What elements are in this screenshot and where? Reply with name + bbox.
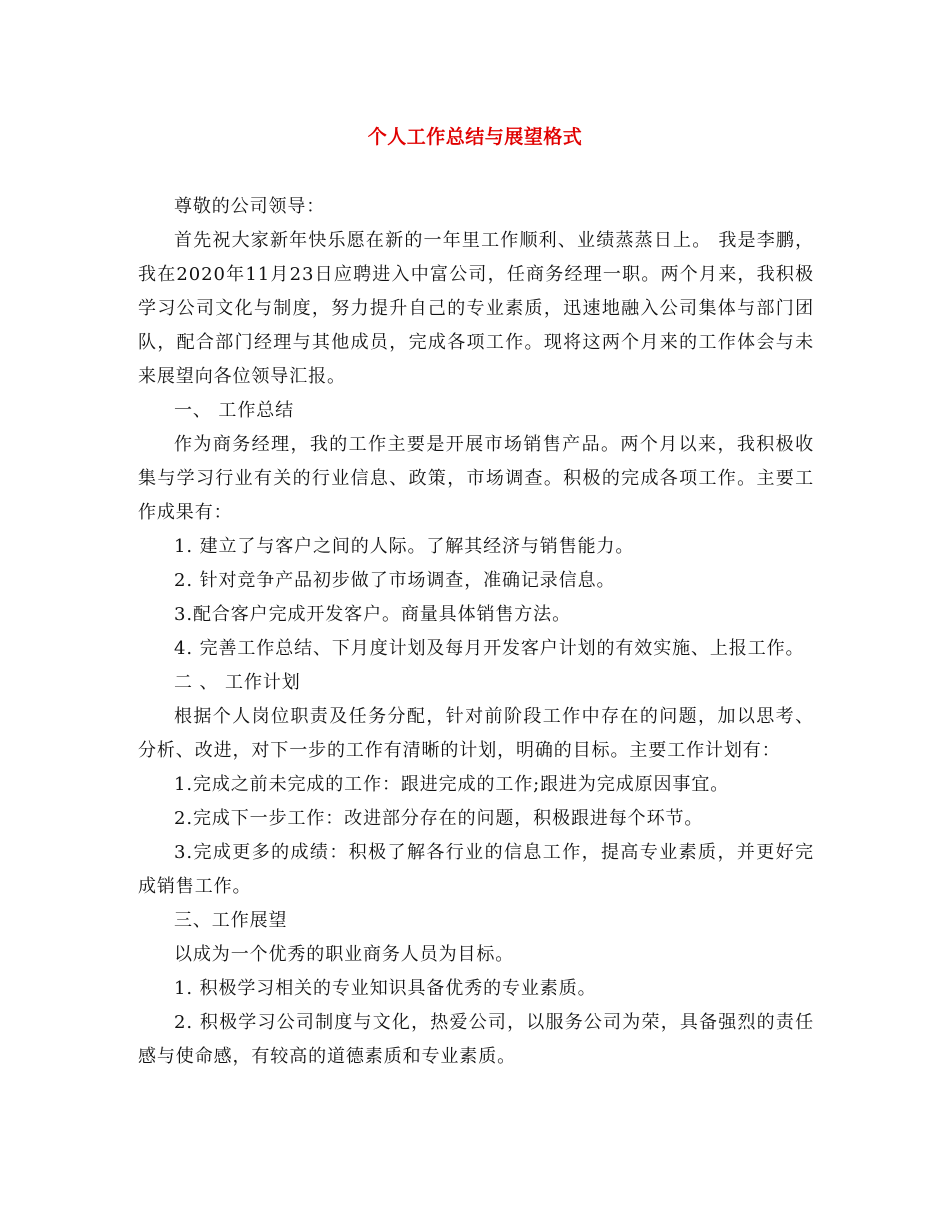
outlook-item-1: 1. 积极学习相关的专业知识具备优秀的专业素质。 [174,978,597,999]
plan-item-3: 3.完成更多的成绩：积极了解各行业的信息工作，提高专业素质，并更好完成销售工作。 [138,842,814,897]
document-body [138,190,814,1074]
outlook-paragraph: 以成为一个优秀的职业商务人员为目标。 [174,944,515,965]
section-heading-plan: 二 、 工作计划 [174,672,301,693]
plan-paragraph: 根据个人岗位职责及任务分配，针对前阶段工作中存在的问题，加以思考、分析、改进，对下一步的工作有清晰的计划，明确的目标。主要工作计划有： [138,706,814,761]
summary-item-2: 2. 针对竞争产品初步做了市场调查，准确记录信息。 [174,570,616,591]
summary-item-3: 3.配合客户完成开发客户。商量具体销售方法。 [174,604,571,625]
salutation: 尊敬的公司领导： [174,196,326,217]
plan-item-2: 2.完成下一步工作：改进部分存在的问题，积极跟进每个环节。 [174,808,704,829]
summary-paragraph: 作为商务经理，我的工作主要是开展市场销售产品。两个月以来，我积极收集与学习行业有关的行业信息、政策，市场调查。积极的完成各项工作。主要工作成果有： [138,434,814,523]
summary-item-1: 1. 建立了与客户之间的人际。了解其经济与销售能力。 [174,536,635,557]
plan-item-1: 1.完成之前未完成的工作：跟进完成的工作;跟进为完成原因事宜。 [174,774,730,795]
section-heading-summary: 一、 工作总结 [174,400,295,421]
summary-item-4: 4. 完善工作总结、下月度计划及每月开发客户计划的有效实施、上报工作。 [174,638,805,659]
section-heading-outlook: 三、工作展望 [174,910,288,931]
document-title: 个人工作总结与展望格式 [367,126,583,148]
outlook-item-2: 2. 积极学习公司制度与文化，热爱公司，以服务公司为荣，具备强烈的责任感与使命感，有较高的道德素质和专业素质。 [138,1012,814,1067]
intro-paragraph: 首先祝大家新年快乐愿在新的一年里工作顺利、业绩蒸蒸日上。 我是李鹏，我在2020年11月23日应聘进入中富公司，任商务经理一职。两个月来，我积极学习公司文化与制度，努力提升自己的专业素质，迅速地融入公司集体与部门团队，配合部门经理与其他成员，完成各项工作。现将这两个月来的工作体会与未来展望向各位领导汇报。 [138,230,814,387]
